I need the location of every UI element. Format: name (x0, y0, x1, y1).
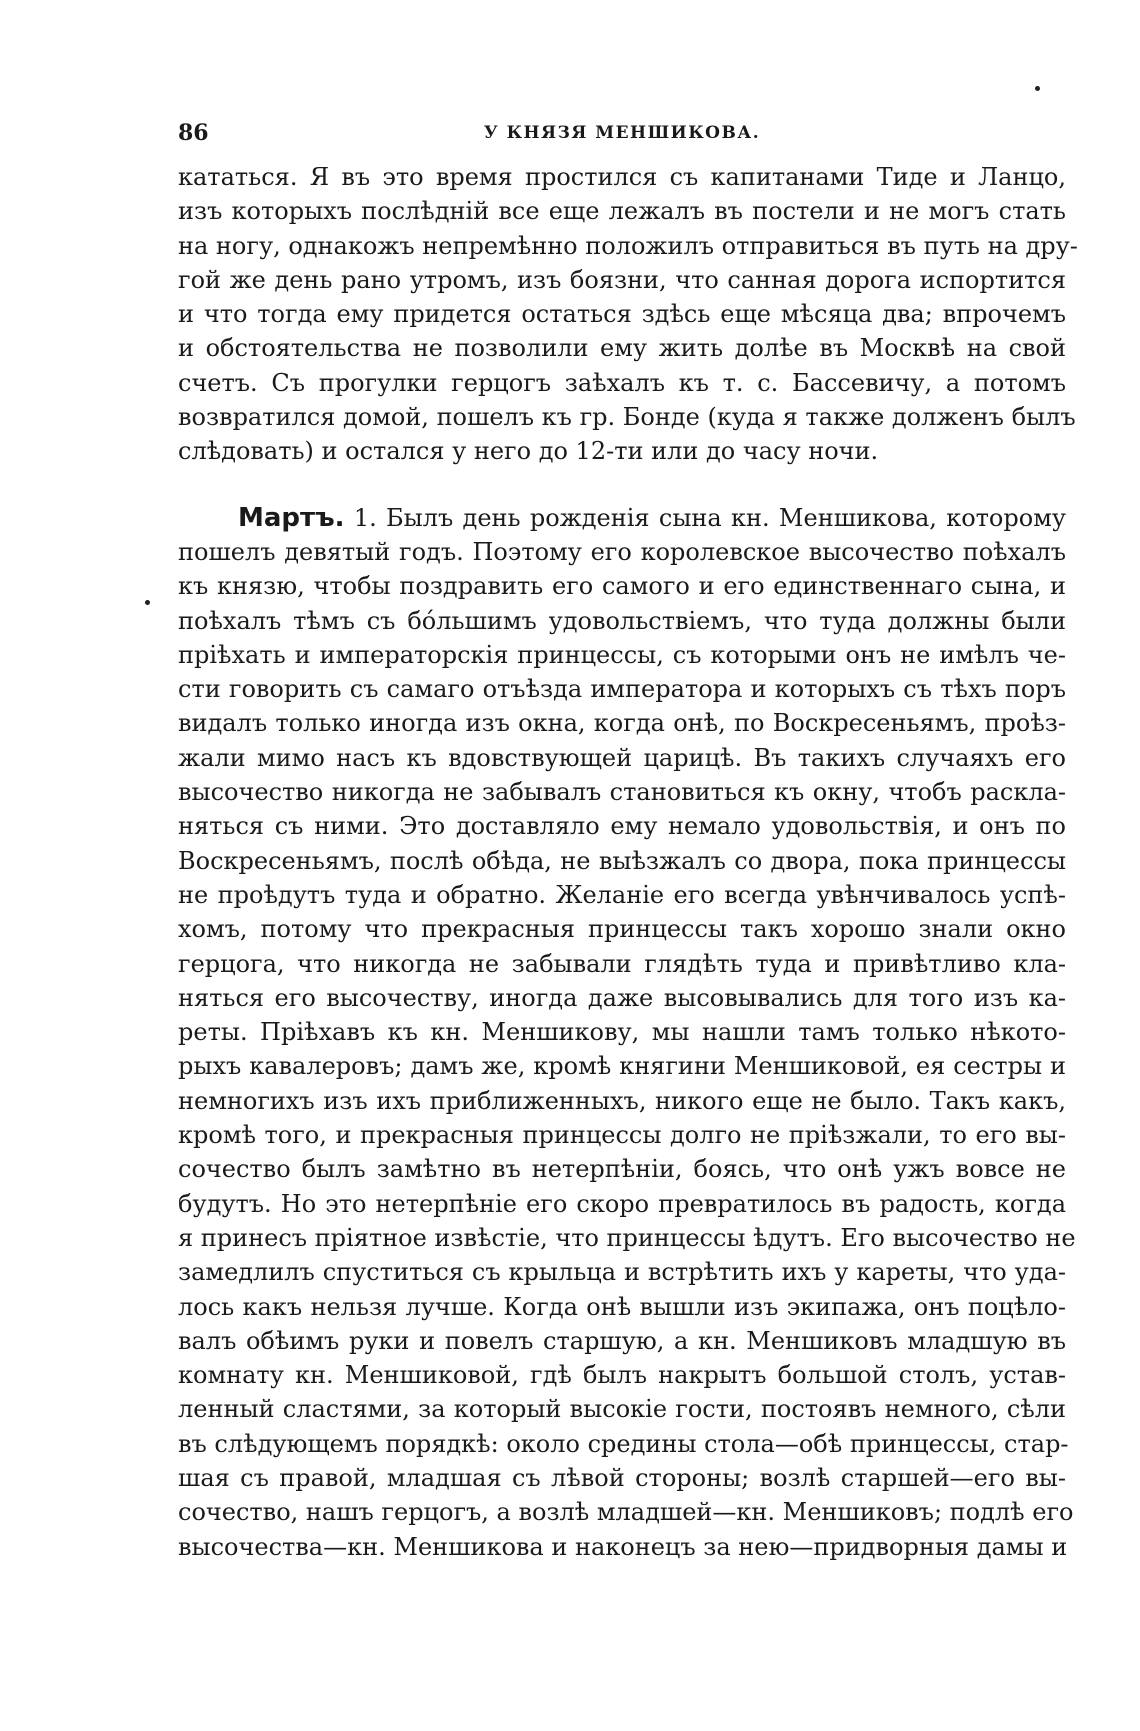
text-line: жали мимо насъ къ вдовствующей царицѣ. Въ такихъ случаяхъ его (178, 743, 1066, 772)
text-line: изъ которыхъ послѣдній все еще лежалъ въ постели и не могъ стать (178, 197, 1066, 226)
text-line: и обстоятельства не позволили ему жить долѣе въ Москвѣ на свой (178, 334, 1066, 363)
text-line: сочество былъ замѣтно въ нетерпѣніи, боясь, что онѣ ужъ вовсе не (178, 1155, 1066, 1184)
text-line: въ слѣдующемъ порядкѣ: около средины стола—обѣ принцессы, стар- (178, 1429, 1069, 1458)
text-line: реты. Пріѣхавъ къ кн. Меншикову, мы нашли тамъ только нѣкото- (178, 1018, 1066, 1047)
text-line (178, 501, 1066, 535)
date-label: Мартъ. (238, 502, 345, 533)
text-line: гой же день рано утромъ, изъ боязни, что санная дорога испортится (178, 265, 1066, 294)
text-line: няться его высочеству, иногда даже высовывались для того изъ ка- (178, 983, 1066, 1012)
print-speck (1035, 86, 1040, 91)
text-line: поѣхалъ тѣмъ съ бо́льшимъ удовольствіемъ, что туда должны были (178, 606, 1066, 635)
text-line: замедлилъ спуститься съ крыльца и встрѣтить ихъ у кареты, что уда- (178, 1258, 1066, 1287)
print-speck (145, 600, 150, 605)
text-line: шая съ правой, младшая съ лѣвой стороны; возлѣ старшей—его вы- (178, 1463, 1066, 1492)
text-line: кататься. Я въ это время простился съ капитанами Тиде и Ланцо, (178, 163, 1066, 191)
text-line: герцога, что никогда не забывали глядѣть туда и привѣтливо кла- (178, 949, 1066, 978)
text-line: кромѣ того, и прекрасныя принцессы долго не пріѣзжали, то его вы- (178, 1121, 1066, 1150)
text-line: я принесъ пріятное извѣстіе, что принцессы ѣдутъ. Его высочество не (178, 1223, 1076, 1252)
text-line: будутъ. Но это нетерпѣніе его скоро превратилось въ радость, когда (178, 1189, 1066, 1218)
text-line: видалъ только иногда изъ окна, когда онѣ, по Воскресеньямъ, проѣз- (178, 709, 1066, 738)
text-line: не проѣдутъ туда и обратно. Желаніе его всегда увѣнчивалось успѣ- (178, 880, 1066, 909)
page-number: 86 (178, 120, 209, 146)
text-line: немногихъ изъ ихъ приближенныхъ, никого еще не было. Такъ какъ, (178, 1086, 1066, 1115)
paragraph-2 (178, 501, 1076, 1564)
paragraph-1 (178, 160, 1078, 469)
text-line: высочества—кн. Меншикова и наконецъ за нею—придворныя дамы и (178, 1532, 1068, 1561)
text-line: счетъ. Съ прогулки герцогъ заѣхалъ къ т. с. Бассевичу, а потомъ (178, 368, 1066, 397)
text-line: пошелъ девятый годъ. Поэтому его королевское высочество поѣхалъ (178, 537, 1066, 566)
text-line: Воскресеньямъ, послѣ обѣда, не выѣзжалъ со двора, пока принцессы (178, 846, 1066, 875)
text-line: и что тогда ему придется остаться здѣсь еще мѣсяца два; впрочемъ (178, 300, 1066, 329)
running-head-title: У КНЯЗЯ МЕНШИКОВА. (483, 123, 761, 143)
text-line: пріѣхать и императорскія принцессы, съ которыми онъ не имѣлъ че- (178, 640, 1066, 669)
text-line: къ князю, чтобы поздравить его самого и его единственнаго сына, и (178, 572, 1066, 601)
text-line: лось какъ нельзя лучше. Когда онѣ вышли изъ экипажа, онъ поцѣло- (178, 1292, 1066, 1321)
text-line: сочество, нашъ герцогъ, а возлѣ младшей—кн. Меншиковъ; подлѣ его (178, 1498, 1074, 1527)
text-line: возвратился домой, пошелъ къ гр. Бонде (куда я также долженъ былъ (178, 403, 1076, 432)
text-line: сти говорить съ самаго отъѣзда императора и которыхъ съ тѣхъ поръ (178, 675, 1066, 704)
text-line: рыхъ кавалеровъ; дамъ же, кромѣ княгини Меншиковой, ея сестры и (178, 1052, 1066, 1081)
text-line: хомъ, потому что прекрасныя принцессы такъ хорошо знали окно (178, 915, 1066, 944)
text-line: няться съ ними. Это доставляло ему немало удовольствія, и онъ по (178, 812, 1066, 841)
running-head (178, 120, 1066, 150)
text-line: высочество никогда не забывалъ становиться къ окну, чтобъ раскла- (178, 778, 1066, 807)
body-text (178, 160, 1078, 1564)
text-line: валъ обѣимъ руки и повелъ старшую, а кн. Меншиковъ младшую въ (178, 1326, 1066, 1355)
text-line: комнату кн. Меншиковой, гдѣ былъ накрытъ большой столъ, устав- (178, 1361, 1066, 1390)
text-line: слѣдовать) и остался у него до 12-ти или до часу ночи. (178, 437, 879, 466)
text-line: ленный сластями, за который высокіе гости, постоявъ немного, сѣли (178, 1395, 1066, 1424)
first-line-text: 1. Былъ день рожденія сына кн. Меншикова, которому (353, 503, 1066, 532)
text-line: на ногу, однакожъ непремѣнно положилъ отправиться въ путь на дру- (178, 231, 1078, 260)
